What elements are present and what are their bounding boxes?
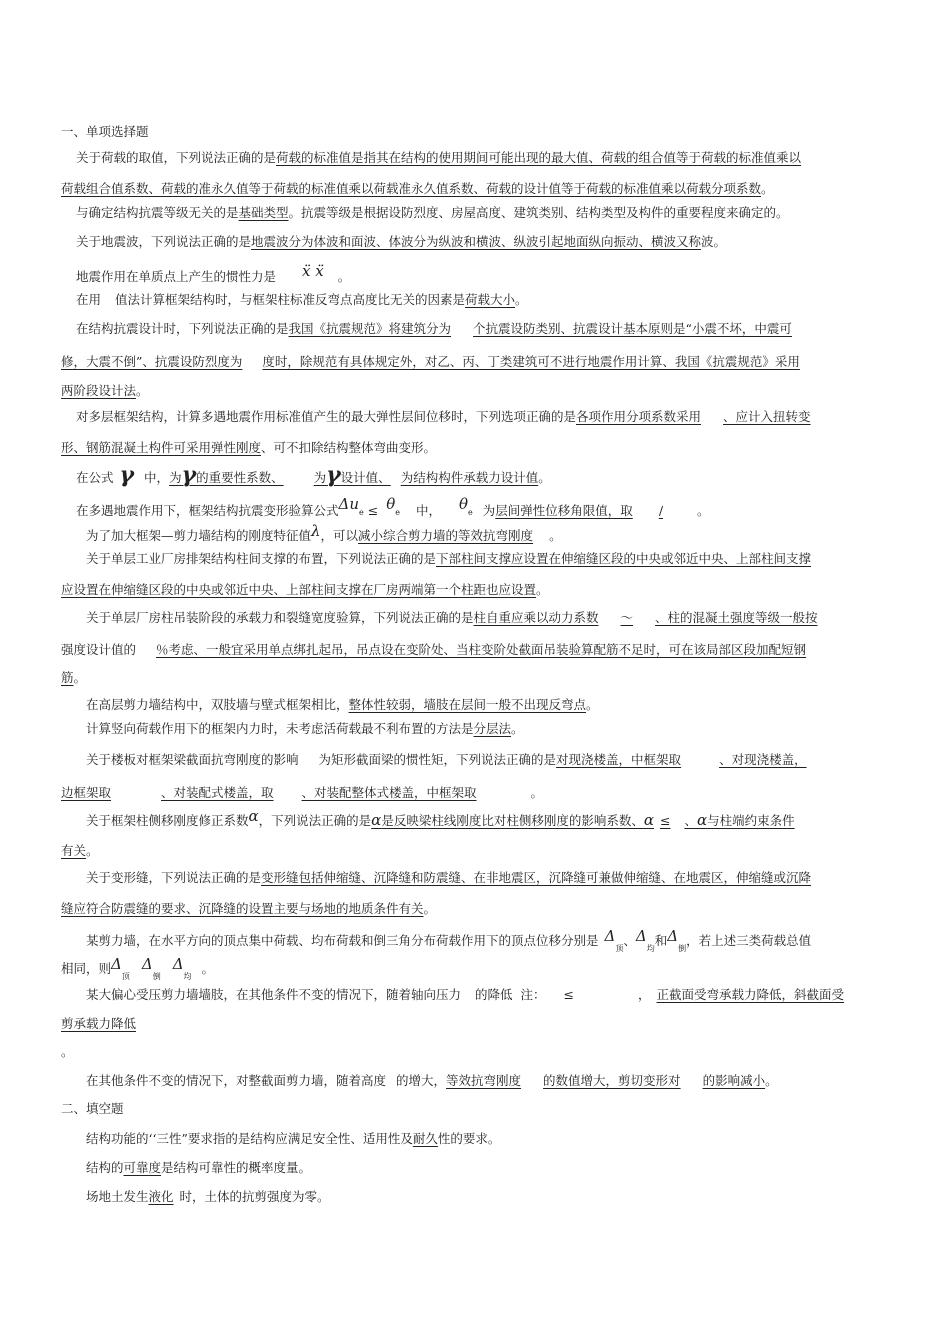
question-12-line-3: 筋。: [61, 670, 87, 685]
answer: 形、钢筋混凝土构件可采用弹性刚度: [61, 440, 262, 455]
answer: 缝应符合防震缝的要求、沉降缝的设置主要与场地的地质条件有关: [61, 901, 424, 916]
question-3: 关于地震波，下列说法正确的是地震波分为体波和面波、体波分为纵波和横波、纵波引起地面纵向振动、横波又称波。: [76, 234, 727, 249]
answer: 边框架取 、对装配式楼盖，取 、对装配整体式楼盖，中框架取: [61, 785, 477, 800]
answer: ％考虑、一般宜采用单点绑扎起吊，吊点设在变阶处、当柱变阶处截面吊装验算配筋不足时，可在该局部区段加配短钢: [156, 642, 807, 657]
question-14: 计算竖向荷载作用下的框架内力时，未考虑活荷载最不利布置的方法是分层法。: [86, 721, 524, 736]
answer: 等效抗弯刚度 的数值增大，剪切变形对 的影响减小: [446, 1073, 766, 1088]
question-6-line-2: [61, 354, 800, 370]
answer: 减小综合剪力墙的等效抗弯刚度: [358, 528, 534, 543]
formula-symbol: Δu: [338, 495, 360, 513]
answer: 对现浇楼盖，中框架取 、对现浇楼盖，: [556, 752, 807, 767]
formula-symbol: ẍ ẍ: [302, 262, 324, 280]
question-2: 与确定结构抗震等级无关的是基础类型。抗震等级是根据设防烈度、房屋高度、建筑类别、结构类型及构件的重要程度来确定的。: [76, 205, 789, 220]
question-18-line-2: 相同，则$\Delta_顶\Delta_倒\Delta_均$。: [61, 955, 215, 981]
question-8: 在公式 γ 中，为γ的重要性系数、 为γ设计值、 为结构构件承载力设计值。: [76, 462, 551, 488]
answer: 应设置在伸缩缝区段的中央或邻近中央、上部柱间支撑在厂房两端第一个柱距也应设置: [61, 582, 537, 597]
answer: 基础类型: [238, 205, 289, 220]
formula-symbol: θ: [459, 495, 469, 513]
question-5: 在用 值法计算框架结构时，与框架柱标准反弯点高度比无关的因素是荷载大小。: [76, 292, 528, 307]
question-19-line-1: 某大偏心受压剪力墙墙肢，在其他条件不变的情况下，随着轴向压力 的降低 注： ≤ ， 正截面受弯承载力降低，斜截面受: [86, 987, 845, 1002]
answer: 荷载大小: [465, 292, 516, 307]
answer: 修，大震不倒”、抗震设防烈度为 度时，除规范有具体规定外，对乙、丙、丁类建筑可不进行地震作用计算、我国《抗震规范》采用: [61, 354, 800, 369]
answer: 为γ的重要性系数、 为γ设计值、 为结构构件承载力设计值: [169, 462, 539, 488]
question-20: 在其他条件不变的情况下，对整截面剪力墙，随着高度 的增大，等效抗弯刚度 的数值增大，剪切变形对 的影响减小。: [86, 1073, 778, 1088]
answer: 可靠度: [123, 1160, 162, 1175]
answer: 下部柱间支撑应设置在伸缩缝区段的中央或邻近中央、上部柱间支撑: [436, 551, 812, 566]
question-12-line-2: 强度设计值的 ％考虑、一般宜采用单点绑扎起吊，吊点设在变阶处、当柱变阶处截面吊装验算配筋不足时，可在该局部区段加配短钢: [61, 642, 807, 657]
formula-symbol: α: [248, 807, 259, 825]
question-1-line-1: 关于荷载的取值，下列说法正确的是荷载的标准值是指其在结构的使用期间可能出现的最大值、荷载的组合值等于荷载的标准值乘以: [76, 150, 802, 165]
gamma-symbol: γ: [326, 462, 341, 488]
question-19-line-3: 。: [61, 1044, 74, 1059]
question-15-line-1: 关于楼板对框架梁截面抗弯刚度的影响 为矩形截面梁的惯性矩，下列说法正确的是对现浇楼盖，中框架取 、对现浇楼盖，: [86, 752, 807, 767]
question-7-line-1: 对多层框架结构，计算多遇地震作用标准值产生的最大弹性层间位移时，下列选项正确的是各项作用分项系数采用 、应计入扭转变: [76, 409, 811, 424]
question-16-line-1: 关于框架柱侧移刚度修正系数α，下列说法正确的是α是反映梁柱线刚度比对柱侧移刚度的影响系数、α ≤ 、α与柱端约束条件: [86, 807, 795, 829]
answer: 柱自重应乘以动力系数 ～ 、柱的混凝土强度等级一般按: [473, 610, 818, 625]
gamma-symbol: γ: [181, 462, 197, 488]
answer: 有关: [61, 843, 87, 858]
fill-item-2: 结构的可靠度是结构可靠性的概率度量。: [86, 1160, 312, 1175]
question-11-line-2: 应设置在伸缩缝区段的中央或邻近中央、上部柱间支撑在厂房两端第一个柱距也应设置。: [61, 582, 549, 597]
answer: 层间弹性位移角限值，取 /: [495, 503, 664, 518]
question-17-line-1: 关于变形缝，下列说法正确的是变形缝包括伸缩缝、沉降缝和防震缝、在非地震区，沉降缝可兼做伸缩缝、在地震区，伸缩缝或沉降: [86, 870, 812, 885]
question-12-line-1: 关于单层厂房柱吊装阶段的承载力和裂缝宽度验算，下列说法正确的是柱自重应乘以动力系数 ～ 、柱的混凝土强度等级一般按: [86, 610, 818, 625]
answer: 整体性较弱，墙肢在层间一般不出现反弯点: [348, 697, 587, 712]
formula-symbol: λ: [311, 522, 321, 540]
answer: 两阶段设计法: [61, 383, 137, 398]
question-4: 地震作用在单质点上产生的惯性力是 ẍ ẍ 。: [76, 262, 351, 284]
answer: α是反映梁柱线刚度比对柱侧移刚度的影响系数、α ≤ 、α与柱端约束条件: [371, 811, 795, 829]
answer: 荷载组合值系数、荷载的准永久值等于荷载的标准值乘以荷载准永久值系数、荷载的设计值等于荷载的标准值乘以荷载分项系数: [61, 181, 762, 196]
answer: 我国《抗震规范》将建筑分为 个抗震设防类别、抗震设计基本原则是“小震不坏，中震可: [288, 321, 792, 336]
question-6-line-3: 两阶段设计法。: [61, 383, 149, 398]
formula-symbol: θ: [386, 495, 396, 513]
question-13: 在高层剪力墙结构中，双肢墙与壁式框架相比，整体性较弱，墙肢在层间一般不出现反弯点。: [86, 697, 599, 712]
answer: 地震波分为体波和面波、体波分为纵波和横波、纵波引起地面纵向振动、横波又称: [251, 234, 702, 249]
answer: 变形缝包括伸缩缝、沉降缝和防震缝、在非地震区，沉降缝可兼做伸缩缝、在地震区，伸缩缝或沉降: [261, 870, 812, 885]
question-16-line-2: 有关。: [61, 843, 99, 858]
question-10: 为了加大框架—剪力墙结构的刚度特征值λ，可以减小综合剪力墙的等效抗弯刚度 。: [86, 522, 562, 543]
answer: 剪承载力降低: [61, 1016, 137, 1031]
question-11-line-1: 关于单层工业厂房排架结构柱间支撑的布置，下列说法正确的是下部柱间支撑应设置在伸缩缝区段的中央或邻近中央、上部柱间支撑: [86, 551, 812, 566]
gamma-symbol: γ: [119, 462, 135, 488]
answer: 耐久: [412, 1131, 438, 1146]
answer: 荷载的标准值是指其在结构的使用期间可能出现的最大值、荷载的组合值等于荷载的标准值乘以: [276, 150, 802, 165]
question-9: 在多遇地震作用下，框架结构抗震变形验算公式Δue ≤ θe 中， θe 为层间弹性位移角限值，取 / 。: [76, 495, 710, 518]
fill-item-1: 结构功能的‘‘三性”要求指的是结构应满足安全性、适用性及耐久性的要求。: [86, 1131, 501, 1146]
answer: 各项作用分项系数采用 、应计入扭转变: [576, 409, 811, 424]
question-19-line-2: [61, 1016, 136, 1032]
question-1-line-2: 荷载组合值系数、荷载的准永久值等于荷载的标准值乘以荷载准永久值系数、荷载的设计值等于荷载的标准值乘以荷载分项系数。: [61, 181, 774, 196]
section-heading: 一、单项选择题: [61, 124, 149, 139]
answer: 液化: [148, 1189, 174, 1204]
answer: 分层法: [473, 721, 512, 736]
question-18-line-1: 某剪力墙，在水平方向的顶点集中荷载、均布荷载和倒三角分布荷载作用下的顶点位移分别是 $\Delta_顶$、$\Delta_均$和$\Delta_倒$，若上述三类荷载总值: [86, 927, 812, 953]
question-6-line-1: 在结构抗震设计时，下列说法正确的是我国《抗震规范》将建筑分为 个抗震设防类别、抗震设计基本原则是“小震不坏，中震可: [76, 321, 792, 336]
question-17-line-2: 缝应符合防震缝的要求、沉降缝的设置主要与场地的地质条件有关。: [61, 901, 437, 916]
question-7-line-2: 形、钢筋混凝土构件可采用弹性刚度、可不扣除结构整体弯曲变形。: [61, 440, 437, 455]
fill-item-3: 场地土发生液化 时，土体的抗剪强度为零。: [86, 1189, 330, 1204]
section-heading: 二、填空题: [61, 1101, 124, 1116]
answer: 筋: [61, 670, 74, 685]
question-15-line-2: 边框架取 、对装配式楼盖，取 、对装配整体式楼盖，中框架取 。: [61, 785, 544, 800]
answer: 正截面受弯承载力降低，斜截面受: [656, 987, 845, 1002]
